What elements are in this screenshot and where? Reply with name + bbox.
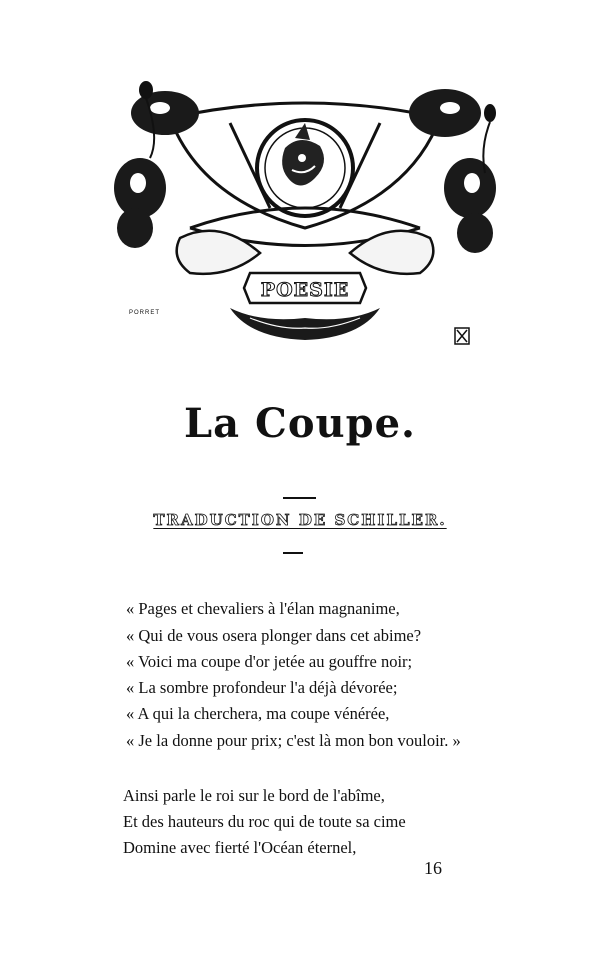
verse-line: « La sombre profondeur l'a déjà dévorée; (126, 678, 398, 697)
verse-line: « Pages et chevaliers à l'élan magnanime, (126, 599, 400, 618)
verse-line: « Voici ma coupe d'or jetée au gouffre noir; (126, 652, 413, 671)
ornamental-header-illustration (110, 78, 500, 358)
poem-subtitle: TRADUCTION DE SCHILLER. (153, 511, 447, 529)
divider-rule-bottom (283, 552, 303, 554)
verse-line: « Je la donne pour prix; c'est là mon bon vouloir. » (126, 731, 461, 750)
divider-rule-top (283, 497, 316, 499)
banner-text: POESIE (260, 279, 350, 301)
verse-line: « A qui la cherchera, ma coupe vénérée, (126, 704, 390, 723)
poem-title: La Coupe. (184, 400, 416, 447)
verse-line: Et des hauteurs du roc qui de toute sa cime (123, 812, 406, 831)
verse-line: « Qui de vous osera plonger dans cet abime? (126, 626, 422, 645)
verse-line: Domine avec fierté l'Océan éternel, (123, 838, 357, 857)
page-number: 16 (424, 858, 442, 878)
verse-line: Ainsi parle le roi sur le bord de l'abîme, (123, 786, 385, 805)
engraver-signature: PORRET (129, 310, 161, 316)
